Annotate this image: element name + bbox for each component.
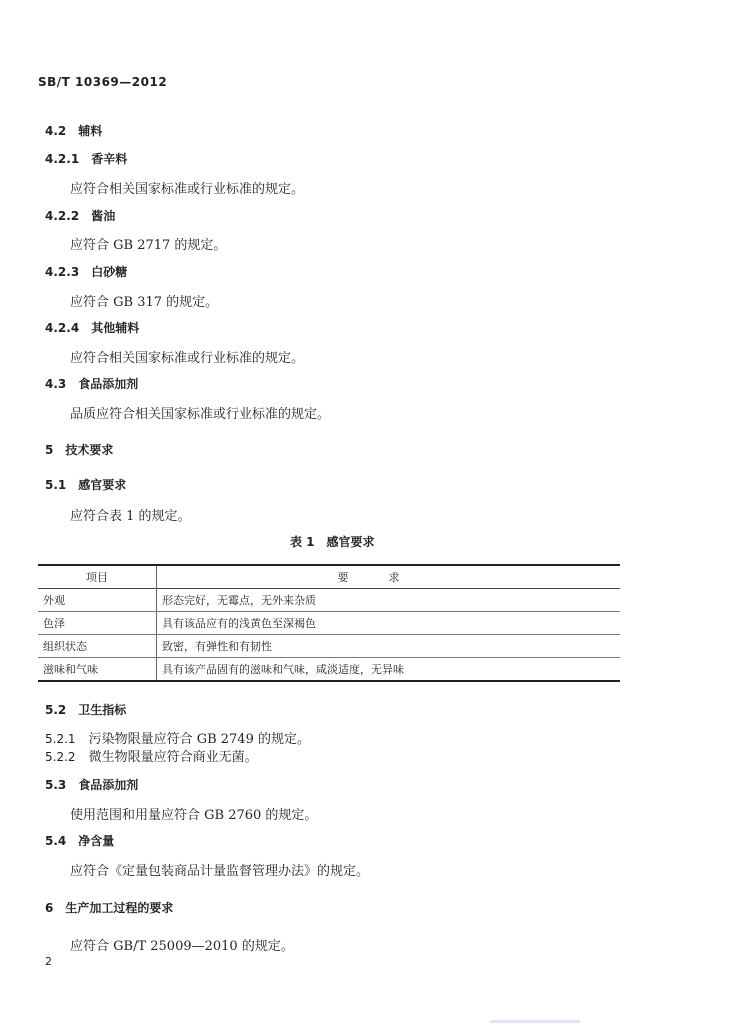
table-caption: 表 1 感官要求 xyxy=(290,535,375,549)
clause-5-2-1 xyxy=(45,728,310,747)
heading-number: 5.2 xyxy=(45,703,67,717)
heading-title: 技术要求 xyxy=(65,443,114,457)
paragraph-6: 应符合 GB/T 25009—2010 的规定。 xyxy=(70,939,294,954)
paragraph-4-2-4: 应符合相关国家标准或行业标准的规定。 xyxy=(70,351,305,366)
paragraph-4-3: 品质应符合相关国家标准或行业标准的规定。 xyxy=(70,407,331,422)
heading-4-2 xyxy=(45,122,102,139)
clause-number: 5.2.1 xyxy=(45,732,76,746)
heading-number: 4.2.2 xyxy=(45,209,80,223)
heading-6 xyxy=(45,899,173,916)
heading-4-2-1 xyxy=(45,150,127,167)
paragraph-5-3: 使用范围和用量应符合 GB 2760 的规定。 xyxy=(70,808,318,823)
scan-artifact xyxy=(490,1020,580,1023)
heading-title: 其他辅料 xyxy=(91,321,140,335)
clause-text: 微生物限量应符合商业无菌。 xyxy=(88,750,258,765)
heading-number: 6 xyxy=(45,901,54,915)
table-cell-item: 外观 xyxy=(38,589,157,612)
table-header-requirement: 要求 xyxy=(337,571,440,584)
heading-4-2-3 xyxy=(45,263,127,280)
paragraph-4-2-1: 应符合相关国家标准或行业标准的规定。 xyxy=(70,182,305,197)
heading-title: 生产加工过程的要求 xyxy=(65,901,174,915)
table-row xyxy=(38,612,620,635)
paragraph-4-2-2: 应符合 GB 2717 的规定。 xyxy=(70,238,227,253)
clause-5-2-2 xyxy=(45,746,258,765)
table-cell-item: 滋味和气味 xyxy=(38,658,157,682)
heading-number: 4.2.1 xyxy=(45,152,80,166)
table-row xyxy=(38,635,620,658)
table-cell-item: 组织状态 xyxy=(38,635,157,658)
clause-number: 5.2.2 xyxy=(45,750,76,764)
heading-5-4 xyxy=(45,832,114,849)
heading-title: 食品添加剂 xyxy=(78,778,139,792)
heading-number: 5.1 xyxy=(45,478,67,492)
heading-number: 5.3 xyxy=(45,778,67,792)
heading-title: 香辛料 xyxy=(91,152,128,166)
heading-title: 感官要求 xyxy=(78,478,127,492)
table-cell-item: 色泽 xyxy=(38,612,157,635)
heading-4-2-4 xyxy=(45,319,139,336)
table-header-item: 项目 xyxy=(38,565,157,589)
heading-5 xyxy=(45,441,113,458)
clause-text: 污染物限量应符合 GB 2749 的规定。 xyxy=(88,732,310,747)
heading-number: 5.4 xyxy=(45,834,67,848)
heading-title: 卫生指标 xyxy=(78,703,127,717)
heading-title: 白砂糖 xyxy=(91,265,128,279)
sensory-requirements-table xyxy=(38,564,620,682)
heading-title: 酱油 xyxy=(91,209,116,223)
heading-5-2 xyxy=(45,701,126,718)
heading-title: 食品添加剂 xyxy=(78,377,139,391)
heading-4-3 xyxy=(45,375,138,392)
heading-number: 4.2.3 xyxy=(45,265,80,279)
paragraph-5-1: 应符合表 1 的规定。 xyxy=(70,509,191,524)
table-row xyxy=(38,589,620,612)
heading-number: 4.2.4 xyxy=(45,321,80,335)
table-row xyxy=(38,658,620,682)
heading-title: 辅料 xyxy=(78,124,103,138)
table-cell-requirement: 具有该品应有的浅黄色至深褐色 xyxy=(157,612,621,635)
table-header-row xyxy=(38,565,620,589)
table-cell-requirement: 致密，有弹性和有韧性 xyxy=(157,635,621,658)
paragraph-4-2-3: 应符合 GB 317 的规定。 xyxy=(70,295,219,310)
heading-5-1 xyxy=(45,476,126,493)
table-cell-requirement: 具有该产品固有的滋味和气味，咸淡适度，无异味 xyxy=(162,663,404,676)
heading-number: 5 xyxy=(45,443,54,457)
heading-number: 4.3 xyxy=(45,377,67,391)
heading-number: 4.2 xyxy=(45,124,67,138)
heading-5-3 xyxy=(45,776,138,793)
document-code-header: SB/T 10369—2012 xyxy=(38,75,168,89)
heading-4-2-2 xyxy=(45,207,115,224)
paragraph-5-4: 应符合《定量包装商品计量监督管理办法》的规定。 xyxy=(70,864,370,879)
page-number: 2 xyxy=(45,955,52,968)
table-cell-requirement: 形态完好，无霉点，无外来杂质 xyxy=(157,589,621,612)
heading-title: 净含量 xyxy=(78,834,115,848)
